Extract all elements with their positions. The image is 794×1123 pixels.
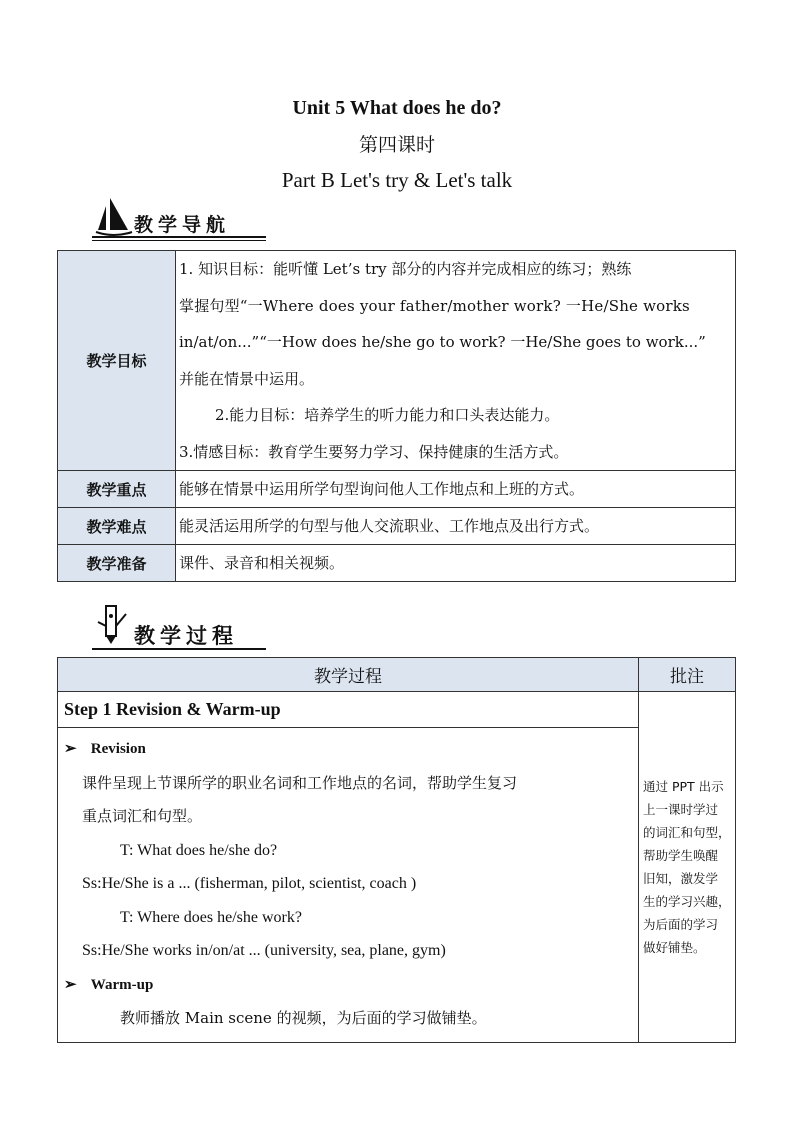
- label-key-points: 教学重点: [58, 471, 176, 508]
- label-goals: 教学目标: [58, 251, 176, 471]
- lesson-number: 第四课时: [358, 134, 435, 156]
- nav-table: [57, 250, 736, 582]
- pencil-character-icon: [94, 602, 134, 648]
- step-content: ➢ Revision 课件呈现上节课所学的职业名词和工作地点的名词，帮助学生复习 重点词汇和句型。 T: What does he/she do? Ss:He/She is a ... (fisherman, pilot, scientist, coach ) T: Where does he/she work? Ss:He/She works in/on/at ... (university, sea, plane, gym) ➢ Warm-up 教师播放 Main scene 的视频，为后面的学习做铺垫。: [58, 728, 639, 1043]
- process-column-header: 教学过程: [58, 658, 639, 692]
- goals-content: 1. 知识目标：能听懂 Let’s try 部分的内容并完成相应的练习；熟练 掌握句型“一Where does your father/mother work? 一He/She works in/at/on...”“一How does he/she go to work? 一He/She goes to work...” 并能在情景中运用。 2.能力目标：培养学生的听力能力和口头表达能力。 3.情感目标：教育学生要努力学习、保持健康的生活方式。: [176, 251, 736, 471]
- nav-section-heading: 教学导航: [90, 196, 280, 242]
- note-content: 通过 PPT 出示 上一课时学过 的词汇和句型， 帮助学生唤醒 旧知，激发学 生的学习兴趣， 为后面的学习 做好铺垫。: [639, 692, 736, 1043]
- process-table: [57, 657, 736, 1043]
- sailboat-icon: [94, 196, 134, 238]
- process-section-heading: 教学过程: [90, 602, 280, 648]
- warmup-heading: ➢ Warm-up: [64, 968, 632, 1003]
- step-title: Step 1 Revision & Warm-up: [58, 692, 639, 728]
- part-title: Part B Let's try & Let's talk: [281, 168, 513, 192]
- key-points-content: 能够在情景中运用所学句型询问他人工作地点和上班的方式。: [176, 471, 736, 508]
- revision-heading: ➢ Revision: [64, 732, 632, 767]
- arrow-bullet-icon: ➢: [64, 739, 77, 757]
- difficulties-content: 能灵活运用所学的句型与他人交流职业、工作地点及出行方式。: [176, 508, 736, 545]
- label-difficulties: 教学难点: [58, 508, 176, 545]
- note-column-header: 批注: [639, 658, 736, 692]
- unit-title: Unit 5 What does he do?: [292, 97, 502, 119]
- label-preparation: 教学准备: [58, 545, 176, 582]
- arrow-bullet-icon: ➢: [64, 974, 77, 993]
- preparation-content: 课件、录音和相关视频。: [176, 545, 736, 582]
